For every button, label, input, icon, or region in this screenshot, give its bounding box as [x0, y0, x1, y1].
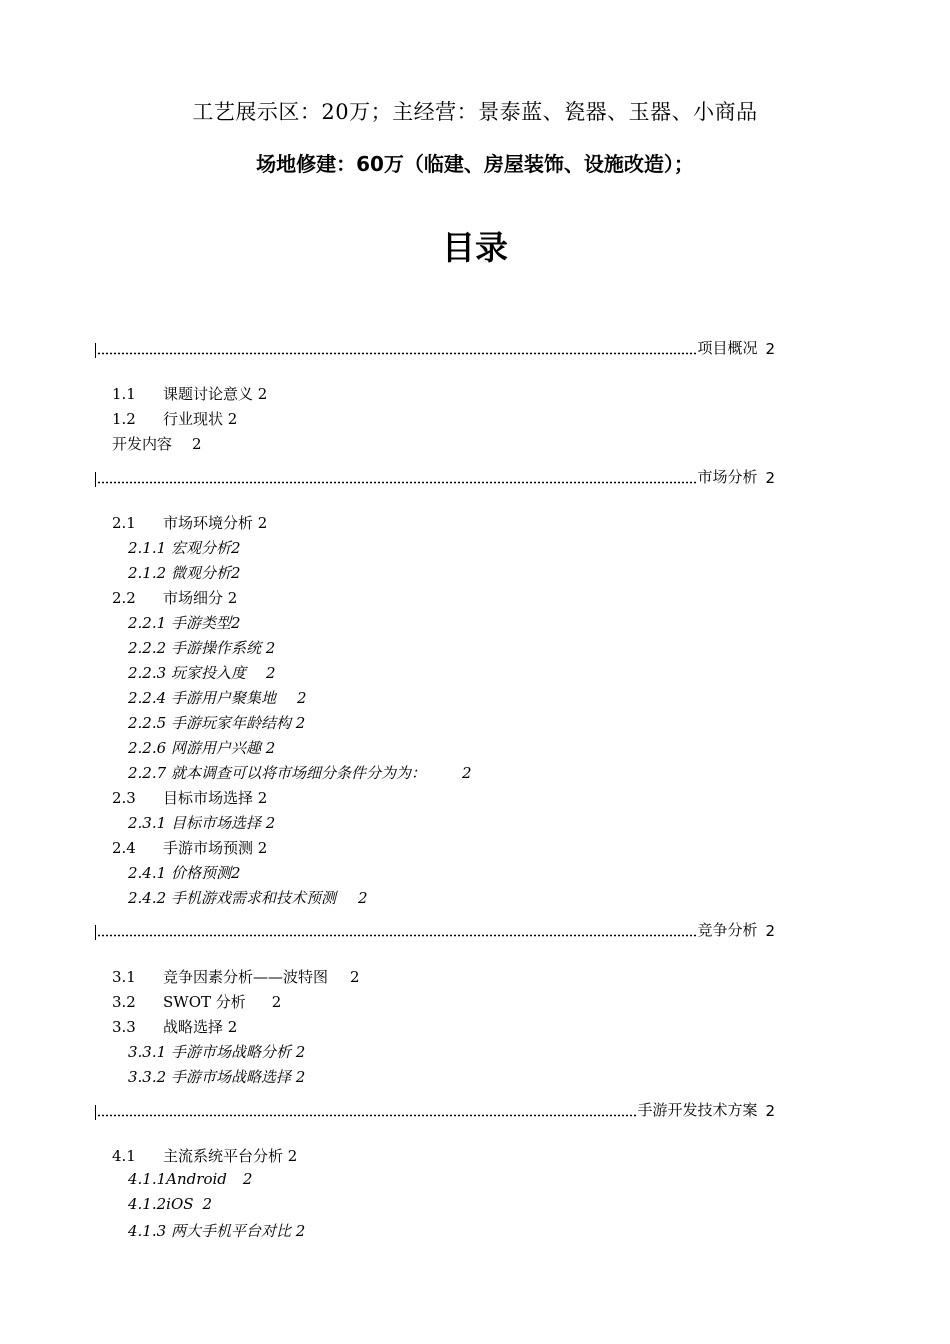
toc-field-marker [95, 1105, 96, 1120]
toc-page-number: 2 [230, 539, 241, 557]
toc-entry-2-1-1[interactable] [128, 537, 241, 557]
toc-entry-title: 竞争因素分析——波特图 [163, 968, 329, 986]
toc-page-number: 2 [295, 1043, 306, 1061]
toc-entry-number: 2.1 [112, 514, 136, 532]
toc-entry-title: 网游用户兴趣 [170, 739, 261, 757]
toc-page-number: 2 [257, 514, 268, 532]
toc-entry-2-2-1[interactable] [128, 612, 241, 632]
toc-entry-title: 手游用户聚集地 [170, 689, 276, 707]
toc-page-number: 2 [257, 789, 268, 807]
toc-entry-number: 2.4 [112, 839, 136, 857]
toc-entry-1-2[interactable] [112, 408, 237, 428]
toc-entry-title: 宏观分析 [170, 539, 231, 557]
toc-entry-2-4-2[interactable] [128, 887, 368, 907]
toc-entry-number: 2.2.3 [128, 664, 167, 682]
toc-chapter-title: 项目概况 [697, 339, 758, 357]
toc-entry-number: 4.1.1 [128, 1170, 167, 1188]
toc-entry-2-2-6[interactable] [128, 737, 275, 757]
toc-entry-title: 主流系统平台分析 [163, 1147, 284, 1165]
toc-entry-title: 行业现状 [163, 410, 224, 428]
toc-entry-2-1-2[interactable] [128, 562, 241, 582]
toc-entry-2-4-1[interactable] [128, 862, 241, 882]
toc-entry-2-2-2[interactable] [128, 637, 275, 657]
toc-entry-title: 目标市场选择 [170, 814, 261, 832]
toc-entry-number: 4.1.3 [128, 1222, 167, 1240]
toc-leader-dots [97, 1114, 636, 1117]
toc-entry-3-2[interactable] [112, 991, 281, 1011]
toc-page-number: 2 [765, 922, 775, 940]
intro-line-exhibition: 工艺展示区：20万；主经营：景泰蓝、瓷器、玉器、小商品 [192, 100, 758, 124]
toc-entry-title: 目标市场选择 [163, 789, 254, 807]
toc-page-number: 2 [230, 614, 241, 632]
toc-entry-2-4[interactable] [112, 837, 267, 857]
toc-entry-2-1[interactable] [112, 512, 267, 532]
toc-entry-4-1-1[interactable] [128, 1170, 252, 1190]
toc-heading: 目录 [442, 228, 508, 267]
toc-page-number: 2 [242, 1170, 253, 1188]
toc-field-marker [95, 343, 96, 358]
toc-entry-title: 手游市场战略选择 [170, 1068, 291, 1086]
toc-entry-2-3-1[interactable] [128, 812, 275, 832]
toc-entry-3-3-1[interactable] [128, 1041, 305, 1061]
toc-entry-number: 3.3.2 [128, 1068, 167, 1086]
toc-entry-number: 2.4.2 [128, 889, 167, 907]
toc-entry-number: 2.2.2 [128, 639, 167, 657]
toc-entry-2-2-3[interactable] [128, 662, 276, 682]
toc-page-number: 2 [227, 410, 238, 428]
toc-entry-number: 4.1 [112, 1147, 136, 1165]
toc-entry-title: 市场环境分析 [163, 514, 254, 532]
toc-entry-3-3[interactable] [112, 1016, 237, 1036]
toc-entry-development-content[interactable] [112, 433, 202, 453]
toc-page-number: 2 [265, 664, 276, 682]
toc-page-number: 2 [265, 639, 276, 657]
toc-entry-title: 玩家投入度 [170, 664, 246, 682]
toc-entry-number: 3.3.1 [128, 1043, 167, 1061]
toc-entry-number: 3.1 [112, 968, 136, 986]
toc-entry-number: 2.2.5 [128, 714, 167, 732]
toc-entry-number: 3.3 [112, 1018, 136, 1036]
toc-entry-title: 手机游戏需求和技术预测 [170, 889, 336, 907]
toc-field-marker [95, 925, 96, 940]
toc-page-number: 2 [230, 564, 241, 582]
toc-page-number: 2 [296, 689, 307, 707]
toc-page-number: 2 [765, 469, 775, 487]
toc-entry-number: 2.3 [112, 789, 136, 807]
toc-entry-number: 4.1.2 [128, 1195, 167, 1213]
toc-leader-dots [97, 481, 696, 484]
toc-entry-title: 两大手机平台对比 [170, 1222, 291, 1240]
toc-page-number: 2 [357, 889, 368, 907]
toc-entry-number: 1.2 [112, 410, 136, 428]
toc-entry-number: 2.2.7 [128, 764, 167, 782]
toc-field-marker [95, 472, 96, 487]
toc-entry-title: 就本调查可以将市场细分条件分为为： [170, 764, 426, 782]
toc-entry-title: 手游市场预测 [163, 839, 254, 857]
toc-entry-title: 战略选择 [163, 1018, 224, 1036]
toc-entry-2-2-7[interactable] [128, 762, 472, 782]
toc-chapter-4[interactable] [95, 1100, 775, 1120]
toc-page-number: 2 [257, 385, 268, 403]
toc-page-number: 2 [287, 1147, 298, 1165]
toc-entry-number: 2.4.1 [128, 864, 167, 882]
toc-page-number: 2 [202, 1195, 213, 1213]
toc-chapter-2[interactable] [95, 467, 775, 487]
toc-page-number: 2 [257, 839, 268, 857]
toc-entry-number: 2.2.4 [128, 689, 167, 707]
toc-entry-2-2[interactable] [112, 587, 237, 607]
toc-chapter-title: 市场分析 [697, 468, 758, 486]
toc-entry-title: SWOT 分析 [163, 993, 246, 1011]
toc-entry-title: 价格预测 [170, 864, 231, 882]
toc-entry-number: 2.2 [112, 589, 136, 607]
toc-entry-number: 2.3.1 [128, 814, 167, 832]
toc-chapter-title: 手游开发技术方案 [637, 1101, 758, 1119]
toc-entry-number: 2.1.1 [128, 539, 167, 557]
toc-page-number: 2 [350, 968, 360, 986]
toc-entry-4-1[interactable] [112, 1145, 297, 1165]
toc-entry-title: 手游玩家年龄结构 [170, 714, 291, 732]
toc-entry-number: 2.2.6 [128, 739, 167, 757]
toc-page-number: 2 [295, 1222, 306, 1240]
toc-page-number: 2 [265, 739, 276, 757]
toc-entry-4-1-2[interactable] [128, 1195, 212, 1215]
toc-page-number: 2 [765, 1102, 775, 1120]
toc-chapter-1[interactable] [95, 338, 775, 358]
toc-entry-2-2-4[interactable] [128, 687, 307, 707]
toc-entry-title: Android [166, 1170, 227, 1188]
toc-entry-title: iOS [166, 1195, 194, 1213]
toc-page-number: 2 [461, 764, 472, 782]
toc-page-number: 2 [765, 340, 775, 358]
toc-page-number: 2 [230, 864, 241, 882]
toc-entry-1-1[interactable] [112, 383, 267, 403]
intro-line-site-construction: 场地修建：60万（临建、房屋装饰、设施改造）； [256, 152, 694, 176]
toc-page-number: 2 [265, 814, 276, 832]
toc-entry-2-3[interactable] [112, 787, 267, 807]
toc-entry-number: 2.2.1 [128, 614, 167, 632]
toc-entry-number: 3.2 [112, 993, 136, 1011]
toc-page-number: 2 [227, 1018, 238, 1036]
toc-entry-4-1-3[interactable] [128, 1220, 305, 1240]
toc-entry-title: 手游市场战略分析 [170, 1043, 291, 1061]
toc-entry-number: 1.1 [112, 385, 136, 403]
toc-entry-title: 手游操作系统 [170, 639, 261, 657]
toc-entry-2-2-5[interactable] [128, 712, 305, 732]
toc-entry-title: 课题讨论意义 [163, 385, 254, 403]
toc-entry-3-1[interactable] [112, 966, 360, 986]
toc-page-number: 2 [271, 993, 282, 1011]
toc-entry-number: 2.1.2 [128, 564, 167, 582]
toc-page-number: 2 [295, 1068, 306, 1086]
toc-page-number: 2 [227, 589, 238, 607]
toc-leader-dots [97, 352, 696, 355]
toc-entry-title: 市场细分 [163, 589, 224, 607]
toc-entry-3-3-2[interactable] [128, 1066, 305, 1086]
toc-chapter-title: 竞争分析 [697, 921, 758, 939]
toc-entry-title: 开发内容 [112, 435, 173, 453]
toc-chapter-3[interactable] [95, 920, 775, 940]
toc-entry-title: 手游类型 [170, 614, 231, 632]
toc-leader-dots [97, 934, 696, 937]
toc-entry-title: 微观分析 [170, 564, 231, 582]
toc-page-number: 2 [192, 435, 202, 453]
toc-page-number: 2 [295, 714, 306, 732]
